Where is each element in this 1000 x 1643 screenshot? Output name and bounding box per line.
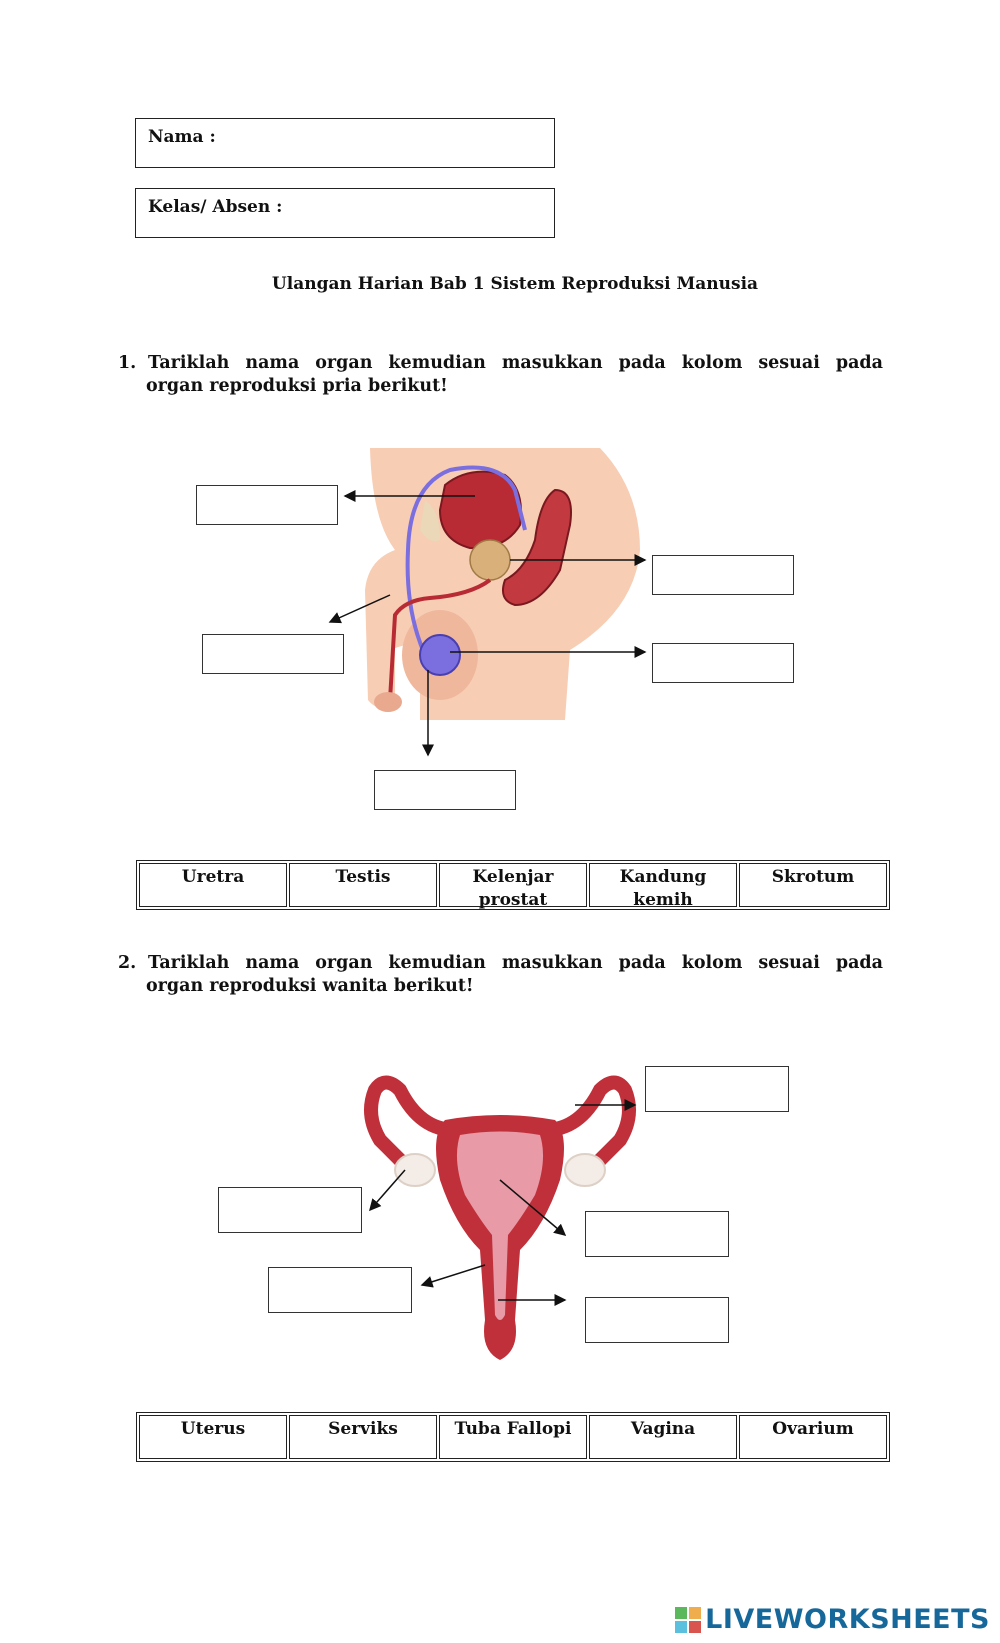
logo-text: LIVEWORKSHEETS	[705, 1604, 990, 1635]
page-title: Ulangan Harian Bab 1 Sistem Reproduksi Manusia	[271, 274, 759, 294]
question-1-text-line1: Tariklah nama organ kemudian masukkan pada kolom sesuai pada	[148, 353, 883, 373]
answer-box-female-3[interactable]	[585, 1211, 729, 1257]
name-label: Nama :	[148, 127, 216, 147]
female-reproductive-diagram	[0, 1060, 1000, 1360]
liveworksheets-logo	[675, 1604, 990, 1635]
word-skrotum[interactable]: Skrotum	[739, 863, 887, 907]
word-kandung-kemih[interactable]: Kandung kemih	[589, 863, 737, 907]
question-2-number: 2.	[118, 953, 137, 973]
answer-box-male-1[interactable]	[196, 485, 338, 525]
word-kelenjar-prostat[interactable]: Kelenjar prostat	[439, 863, 587, 907]
word-uretra[interactable]: Uretra	[139, 863, 287, 907]
answer-box-female-5[interactable]	[585, 1297, 729, 1343]
question-2-text-line2: organ reproduksi wanita berikut!	[146, 976, 474, 996]
question-1-number: 1.	[118, 353, 137, 373]
answer-box-female-2[interactable]	[218, 1187, 362, 1233]
answer-box-female-4[interactable]	[268, 1267, 412, 1313]
word-tuba-fallopi[interactable]: Tuba Fallopi	[439, 1415, 587, 1459]
word-testis[interactable]: Testis	[289, 863, 437, 907]
name-field[interactable]	[135, 118, 555, 168]
answer-box-male-3[interactable]	[202, 634, 344, 674]
class-label: Kelas/ Absen :	[148, 197, 283, 217]
answer-box-male-2[interactable]	[652, 555, 794, 595]
answer-box-female-1[interactable]	[645, 1066, 789, 1112]
answer-box-male-5[interactable]	[374, 770, 516, 810]
answer-box-male-4[interactable]	[652, 643, 794, 683]
question-2	[118, 952, 883, 998]
word-ovarium[interactable]: Ovarium	[739, 1415, 887, 1459]
word-serviks[interactable]: Serviks	[289, 1415, 437, 1459]
question-1	[118, 352, 883, 398]
question-1-text-line2: organ reproduksi pria berikut!	[146, 376, 448, 396]
class-field[interactable]	[135, 188, 555, 238]
logo-mark-icon	[675, 1607, 701, 1633]
question-2-text-line1: Tariklah nama organ kemudian masukkan pada kolom sesuai pada	[148, 953, 883, 973]
word-uterus[interactable]: Uterus	[139, 1415, 287, 1459]
word-bank-male	[136, 860, 890, 910]
word-vagina[interactable]: Vagina	[589, 1415, 737, 1459]
word-bank-female	[136, 1412, 890, 1462]
